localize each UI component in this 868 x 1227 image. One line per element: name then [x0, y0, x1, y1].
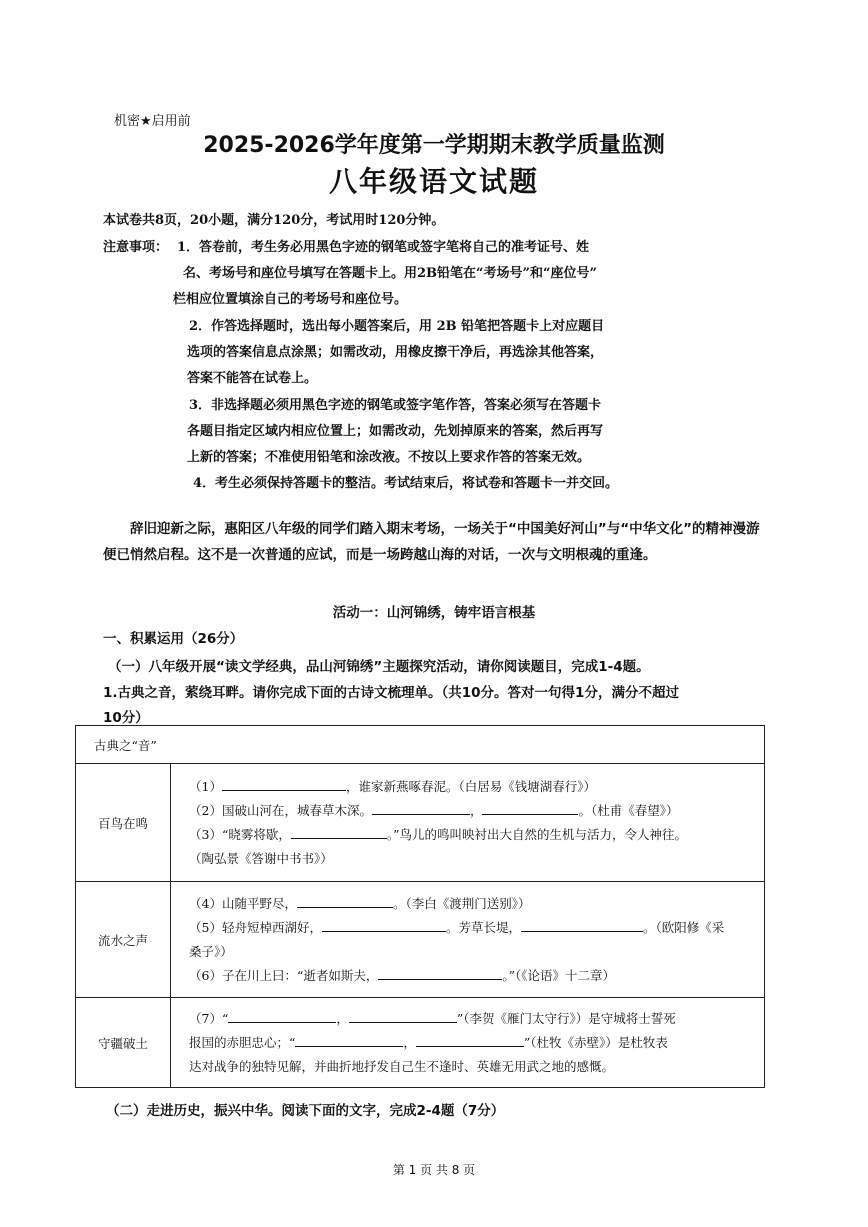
confidential-label: 机密★启用前 — [114, 114, 191, 129]
section-heading: 一、积累运用（26分） — [103, 631, 244, 647]
category-cell: 流水之声 — [76, 882, 171, 998]
answer-blank[interactable] — [372, 800, 470, 815]
exam-title: 2025-2026学年度第一学期期末教学质量监测 — [203, 133, 665, 158]
content-cell: （7）“ ， ”（李贺《雁门太守行》）是守城将士誓死 报国的赤胆忠心；“ ， ”（杜牧《赤壁》）是杜牧表 达对战争的独特见解，并曲折地抒发自己生不逢时、英雄无用武之地的感慨。 — [171, 998, 765, 1088]
answer-blank[interactable] — [322, 917, 446, 932]
notes-line: 栏相应位置填涂自己的考场号和座位号。 — [173, 292, 408, 307]
notes-line: 4．考生必须保持答题卡的整洁。考试结束后，将试卷和答题卡一并交回。 — [193, 476, 619, 491]
answer-blank[interactable] — [297, 893, 393, 908]
intro-paragraph: 辞旧迎新之际，惠阳区八年级的同学们踏入期末考场，一场关于“中国美好河山”与“中华文化”的精神漫游便已悄然启程。这不是一次普通的应试，而是一场跨越山海的对话，一次与文明根魂的重逢。 — [103, 521, 760, 563]
notes-heading: 注意事项： — [103, 240, 169, 255]
notes-line: 各题目指定区域内相应位置上；如需改动，先划掉原来的答案，然后再写 — [187, 424, 604, 439]
question-text: 1.古典之音，萦绕耳畔。请你完成下面的古诗文梳理单。（共10分。答对一句得1分，满分不超过 — [103, 685, 679, 701]
answer-blank[interactable] — [295, 1032, 403, 1047]
notes-line: 选项的答案信息点涂黑；如需改动，用橡皮擦干净后，再选涂其他答案， — [187, 345, 604, 360]
answer-blank[interactable] — [222, 776, 346, 791]
table-header: 古典之“音” — [76, 726, 765, 764]
poem-table — [75, 725, 765, 1088]
answer-blank[interactable] — [291, 824, 387, 839]
exam-info: 本试卷共8页，20小题，满分120分，考试用时120分钟。 — [103, 213, 445, 228]
answer-blank[interactable] — [482, 800, 578, 815]
notes-line: 2．作答选择题时，选出每小题答案后，用 2B 铅笔把答题卡上对应题目 — [189, 319, 605, 334]
question-text-cont: 10分） — [103, 710, 149, 726]
category-cell: 百鸟在鸣 — [76, 764, 171, 882]
answer-blank[interactable] — [378, 965, 502, 980]
notes-line: 3．非选择题必须用黑色字迹的钢笔或签字笔作答，答案必须写在答题卡 — [189, 398, 602, 413]
notes-line: 名、考场号和座位号填写在答题卡上。用2B铅笔在“考场号”和“座位号” — [183, 266, 597, 281]
answer-blank[interactable] — [349, 1008, 457, 1023]
answer-blank[interactable] — [521, 917, 643, 932]
notes-line: 答案不能答在试卷上。 — [187, 371, 318, 386]
content-cell: （4）山随平野尽， 。（李白《渡荆门送别》） （5）轻舟短棹西湖好， 。芳草长堤， 。（欧阳修《采 桑子》） （6）子在川上曰：“逝者如斯夫， 。”（《论语》十二章） — [171, 882, 765, 998]
activity-title: 活动一：山河锦绣，铸牢语言根基 — [332, 605, 536, 621]
notes-line: 1．答卷前，考生务必用黑色字迹的钢笔或签字笔将自己的准考证号、姓 — [177, 240, 590, 255]
category-cell: 守疆破土 — [76, 998, 171, 1088]
part-heading: （二）走进历史，振兴中华。阅读下面的文字，完成2-4题（7分） — [106, 1103, 505, 1119]
exam-subtitle: 八年级语文试题 — [328, 165, 539, 198]
answer-blank[interactable] — [416, 1032, 524, 1047]
answer-blank[interactable] — [228, 1008, 336, 1023]
page-footer: 第 1 页 共 8 页 — [392, 1163, 476, 1177]
content-cell: （1） ，谁家新燕啄春泥。（白居易《钱塘湖春行》） （2）国破山河在，城春草木深。 ， 。（杜甫《春望》） （3）“晓雾将歇， 。”鸟儿的鸣叫映衬出大自然的生机与活力，令人神往。 （陶弘景《答谢中书书》） — [171, 764, 765, 882]
notes-line: 上新的答案；不准使用铅笔和涂改液。不按以上要求作答的答案无效。 — [187, 450, 591, 465]
part-heading: （一）八年级开展“读文学经典，品山河锦绣”主题探究活动，请你阅读题目，完成1-4题。 — [108, 659, 650, 675]
